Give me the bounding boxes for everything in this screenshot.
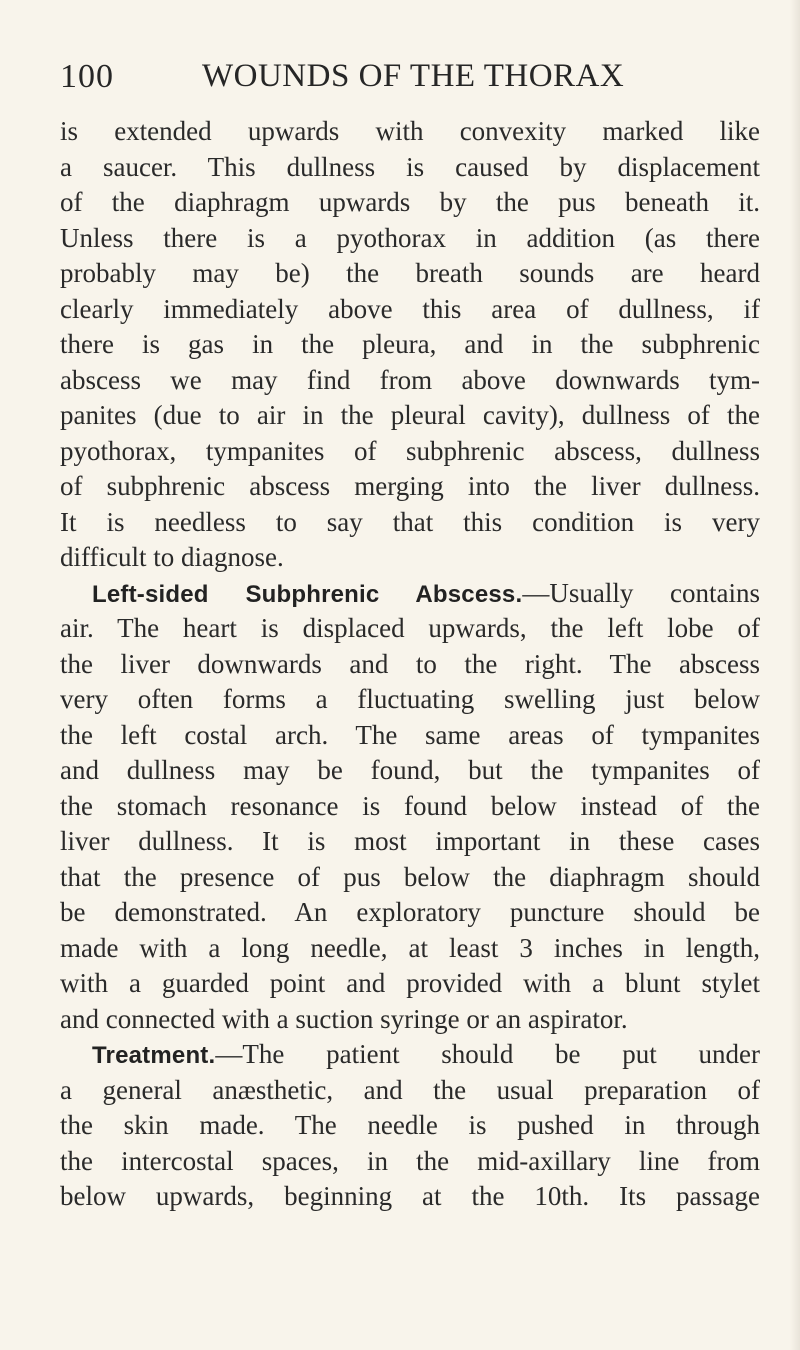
text-line: the intercostal spaces, in the mid-axillary line from <box>60 1145 760 1176</box>
text-line: abscess we may find from above downwards tym- <box>60 364 760 395</box>
text-line: a saucer. This dullness is caused by displacement <box>60 151 760 182</box>
section-first-line <box>60 1037 760 1073</box>
text-line: difficult to diagnose. <box>60 542 284 572</box>
text-line: It is needless to say that this condition is very <box>60 506 760 537</box>
text-line: probably may be) the breath sounds are heard <box>60 258 760 288</box>
text-line: and connected with a suction syringe or an aspirator. <box>60 1003 628 1034</box>
section-first-line-text: —The patient should be put under <box>215 1039 760 1069</box>
text-line: of subphrenic abscess merging into the liver dullness. <box>60 471 760 501</box>
text-line: below upwards, beginning at the 10th. Its passage <box>60 1181 760 1211</box>
text-line: of the diaphragm upwards by the pus beneath it. <box>60 187 760 217</box>
text-line: panites (due to air in the pleural cavity), dullness of the <box>60 400 760 430</box>
page-edge-shadow <box>790 0 800 1350</box>
text-line: is extended upwards with convexity marked like <box>60 116 760 146</box>
text-line: and dullness may be found, but the tympanites of <box>60 755 760 785</box>
text-line: the stomach resonance is found below instead of the <box>60 790 760 821</box>
text-line: the skin made. The needle is pushed in through <box>60 1110 760 1140</box>
text-line: liver dullness. It is most important in these cases <box>60 826 760 856</box>
text-line: the left costal arch. The same areas of tympanites <box>60 719 760 750</box>
section-heading-left-subphrenic: Left-sided Subphrenic Abscess. <box>92 580 523 608</box>
section-heading-treatment: Treatment. <box>92 1042 216 1069</box>
text-line: Unless there is a pyothorax in addition (as there <box>60 222 760 253</box>
running-head <box>60 58 760 102</box>
text-line: clearly immediately above this area of dullness, if <box>60 293 760 324</box>
text-line: a general anæsthetic, and the usual preparation of <box>60 1074 760 1105</box>
text-line: very often forms a fluctuating swelling just below <box>60 684 760 714</box>
running-title: WOUNDS OF THE THORAX <box>202 58 625 94</box>
text-line: that the presence of pus below the diaphragm should <box>60 861 760 892</box>
text-line: pyothorax, tympanites of subphrenic abscess, dullness <box>60 435 760 466</box>
body-text <box>60 114 760 1215</box>
text-line: there is gas in the pleura, and in the subphrenic <box>60 329 760 359</box>
text-line: with a guarded point and provided with a blunt stylet <box>60 968 760 998</box>
page-number: 100 <box>60 58 114 95</box>
text-line: the liver downwards and to the right. The abscess <box>60 648 760 679</box>
text-line: air. The heart is displaced upwards, the left lobe of <box>60 613 760 643</box>
section-first-line <box>60 576 760 612</box>
text-line: be demonstrated. An exploratory puncture should be <box>60 897 760 927</box>
section-first-line-text: —Usually contains <box>522 577 760 608</box>
text-line: made with a long needle, at least 3 inches in length, <box>60 932 760 963</box>
